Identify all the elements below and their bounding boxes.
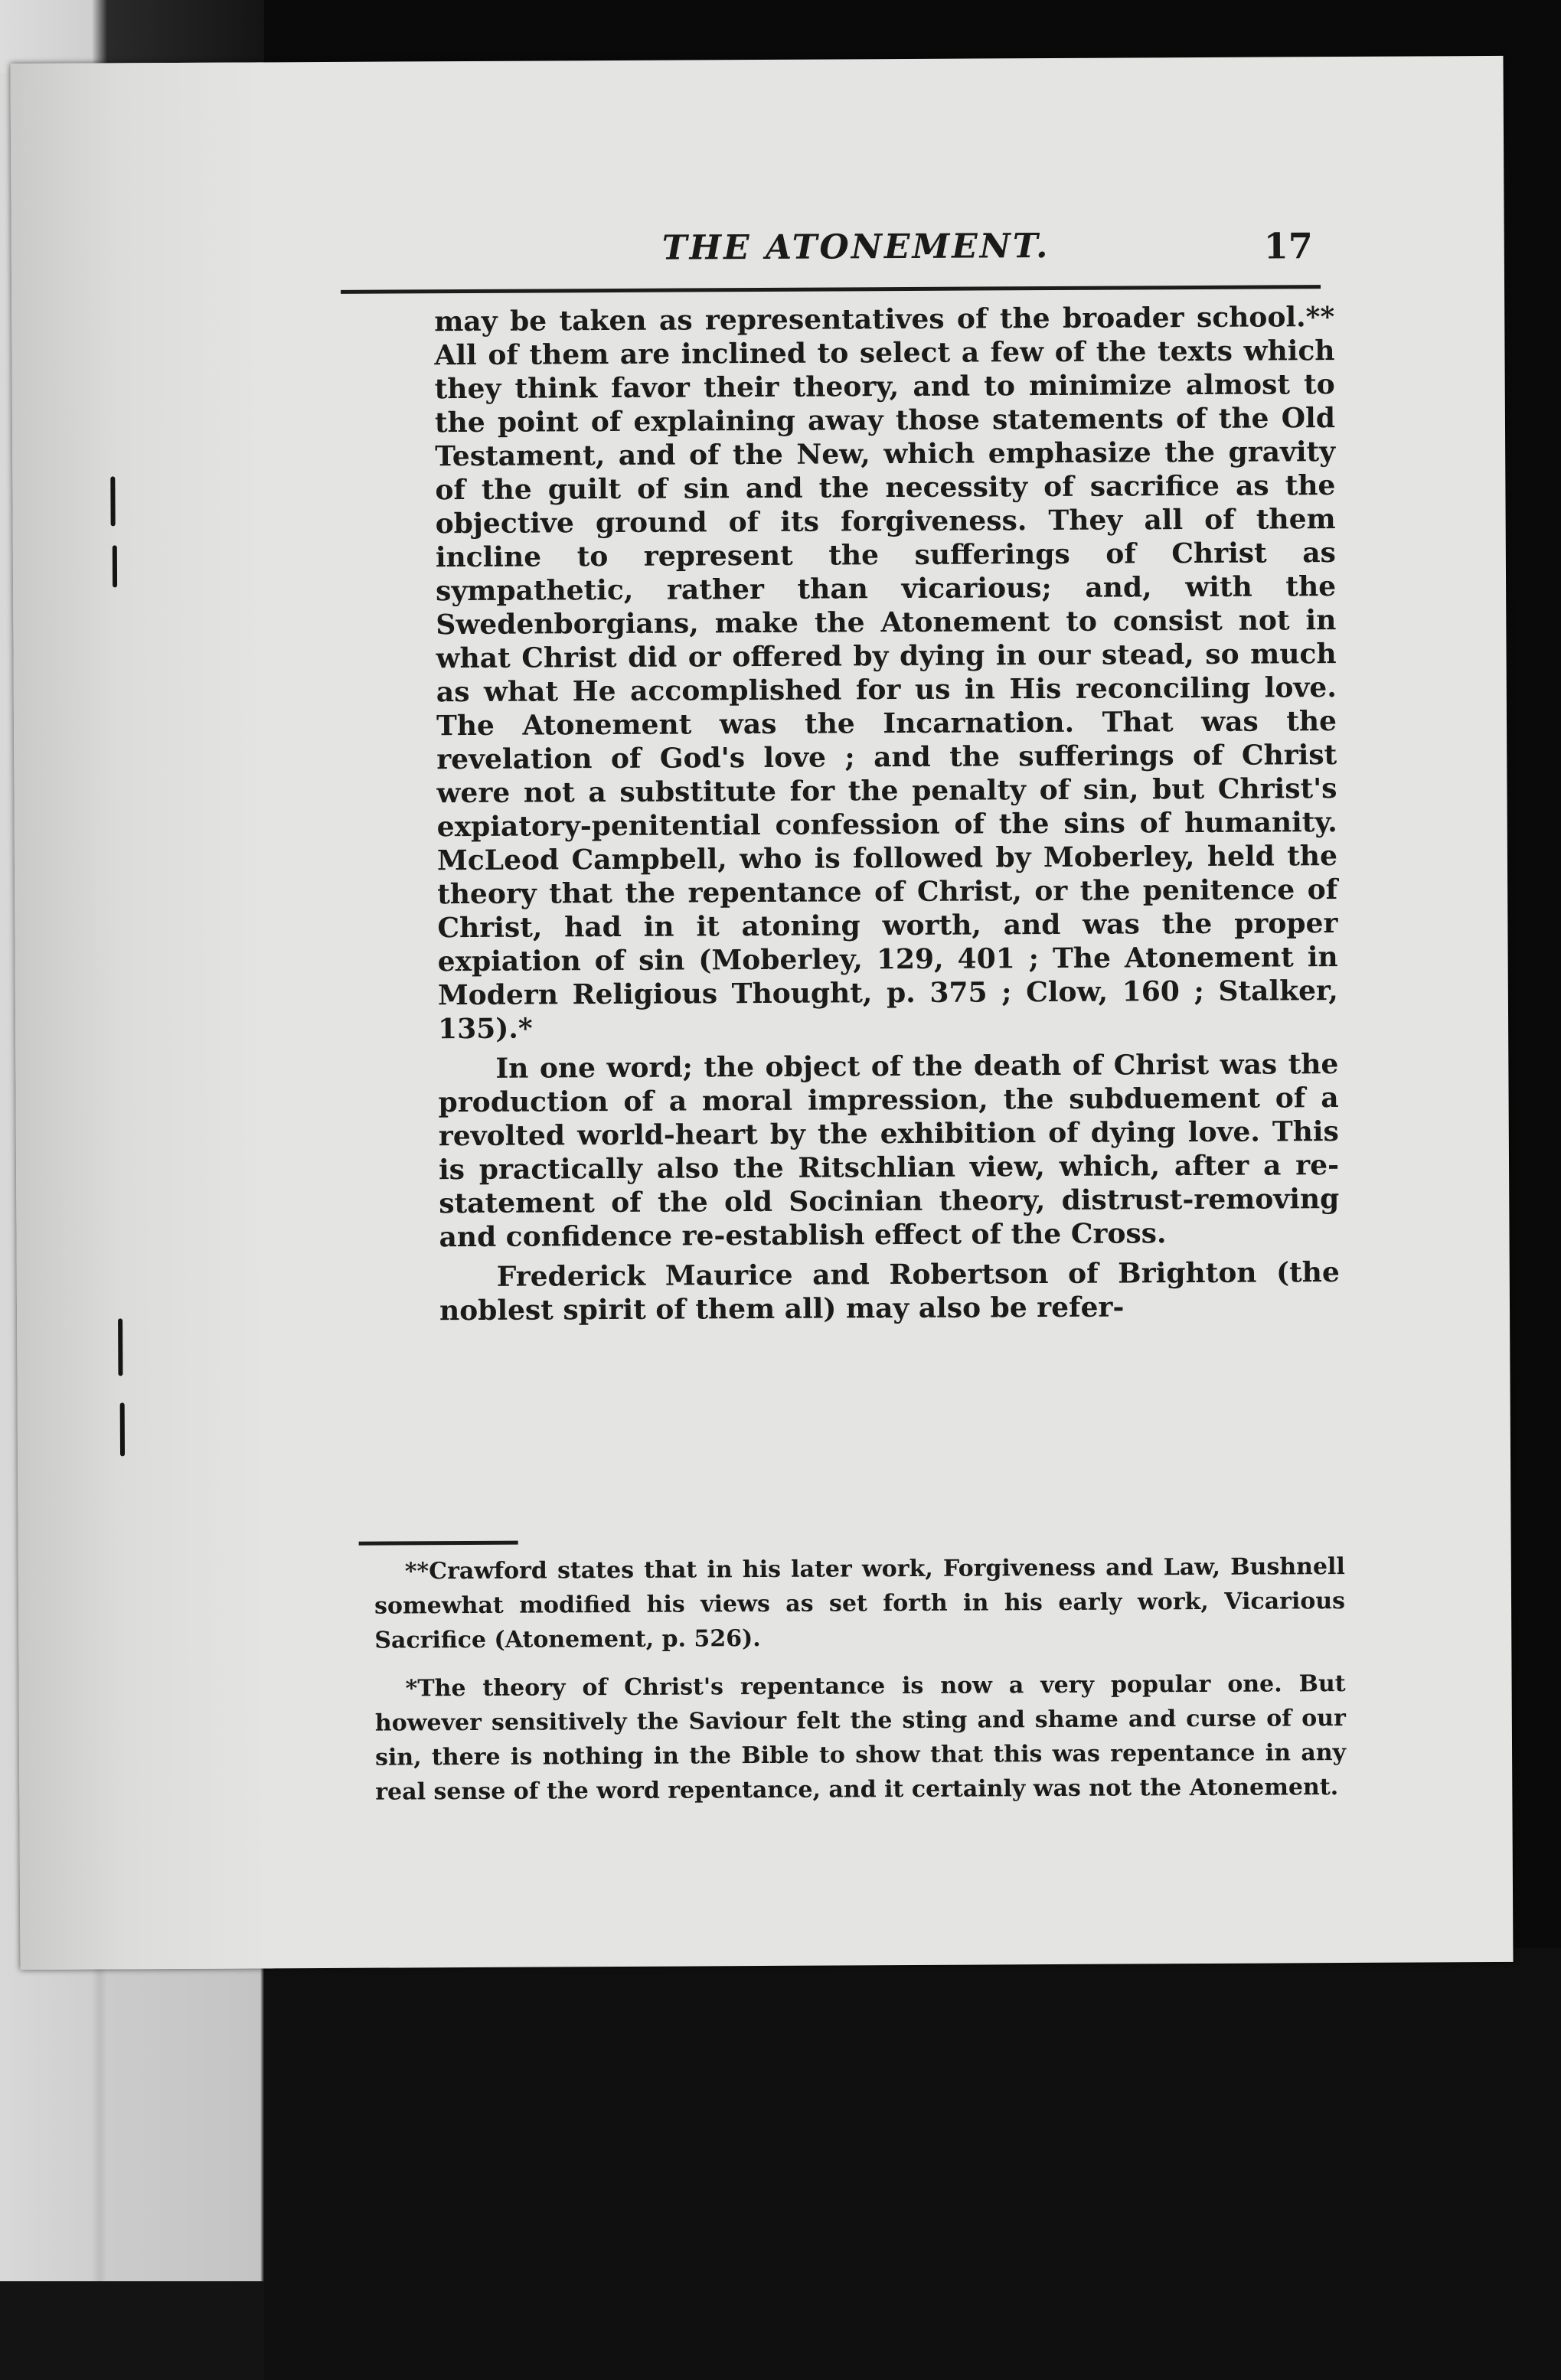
film-edge-bottom-shadow [0,2281,264,2380]
paragraph: In one word; the object of the death of Christ was the production of a moral impression, the subduement of a revolted world-heart by the exhibition of dying love. This is practically also the Ritschlian view, which, after a re-statement of the old Socinian theory, distrust-removing and confidence re-establish effect of the Cross. [438,1048,1340,1254]
film-background [264,1948,1561,2380]
running-title: THE ATONEMENT. [661,227,1050,268]
body-text [434,300,1340,1327]
margin-mark [120,1402,125,1456]
footnote-double-asterisk: **Crawford states that in his later work, Forgiveness and Law, Bushnell somewhat modified his views as set forth in his early work, Vicarious Sacrifice (Atonement, p. 526). [374,1553,1346,1654]
paragraph-continued: may be taken as representatives of the broader school.** All of them are inclined to select a few of the texts which they think favor their theory, and to minimize almost to the point of explaining away those statements of the Old Testament, and of the New, which emphasize the gravity of the guilt of sin and the necessity of sacrifice as the objective ground of its forgiveness. They all of them incline to represent the sufferings of Christ as sympathetic, rather than vicarious; and, with the Swedenborgians, make the Atonement to consist not in what Christ did or offered by dying in our stead, so much as what He accomplished for us in His reconciling love. The Atonement was the Incarnation. That was the revelation of God's love ; and the sufferings of Christ were not a substitute for the penalty of sin, but Christ's expiatory-penitential confession of the sins of humanity. McLeod Campbell, who is followed by Moberley, held the theory that the repentance of Christ, or the penitence of Christ, had in it atoning worth, and was the proper expiation of sin (Moberley, 129, 401 ; The Atonement in Modern Religious Thought, p. 375 ; Clow, 160 ; Stalker, 135).* [434,301,1338,1046]
book-page [10,56,1513,1970]
footnote-asterisk: *The theory of Christ's repentance is now a very popular one. But however sensitively the Saviour felt the sting and shame and curse of our sin, there is nothing in the Bible to show that this was repentance in any real sense of the word repentance, and it certainly was not the Atonement. [374,1670,1347,1806]
margin-mark [110,476,115,526]
footnote-rule [359,1541,518,1546]
footnotes [374,1549,1347,1810]
margin-mark [113,545,117,587]
page-gutter-shade [10,62,273,1970]
paragraph: Frederick Maurice and Robertson of Brighton (the noblest spirit of them all) may also be refer- [439,1256,1340,1327]
page-number: 17 [1263,225,1313,267]
margin-mark [118,1318,122,1376]
